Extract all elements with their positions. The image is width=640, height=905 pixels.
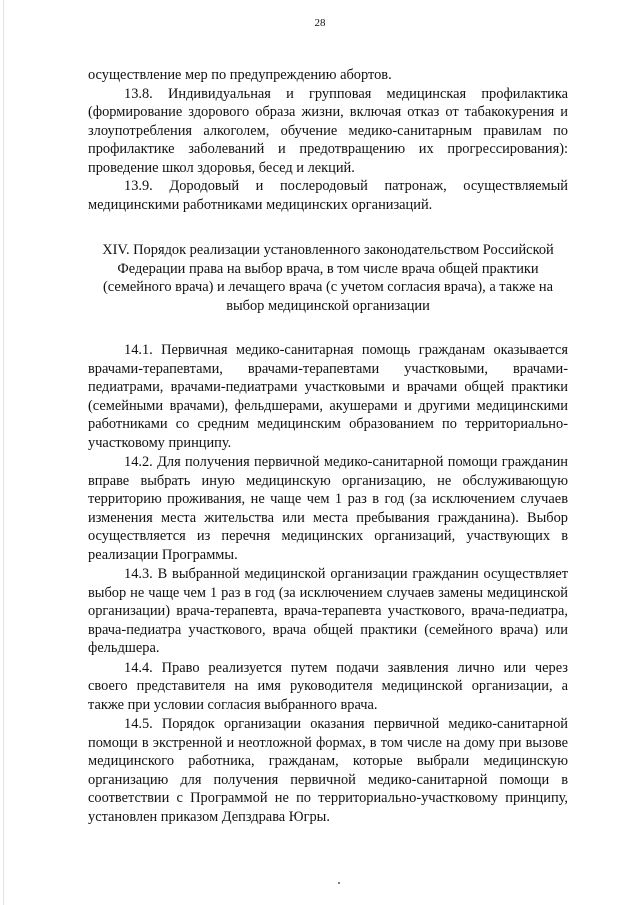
paragraph-14-5: 14.5. Порядок организации оказания первичной медико-санитарной помощи в экстренной и неотложной формах, в том числе на дому при вызове медицинского работника, гражданам, которые выбрали медицинскую организацию для получения первичной медико-санитарной помощи в соответствии с Программой не по территориально-участковому принципу, установлен приказом Депздрава Югры. <box>88 716 568 825</box>
scan-edge-line <box>3 0 4 905</box>
paragraph-abortion-prevention: осуществление мер по предупреждению абортов. <box>88 67 392 83</box>
section-heading-xiv: XIV. Порядок реализации установленного законодательством Российской Федерации права на выбор врача, в том числе врача общей практики (семейного врача) и лечащего врача (с учетом согласия врача), а также на выбор медицинской организации <box>102 242 554 314</box>
scan-speck <box>338 882 340 884</box>
paragraph-14-4: 14.4. Право реализуется путем подачи заявления лично или через своего представителя на имя руководителя медицинской организации, а также при условии согласия выбранного врача. <box>88 659 568 713</box>
paragraph-14-2: 14.2. Для получения первичной медико-санитарной помощи гражданин вправе выбрать иную медицинскую организацию, не обслуживающую территорию проживания, не чаще чем 1 раз в год (за исключением случаев изменения места жительства или места пребывания гражданина). Выбор осуществляется из перечня медицинских организаций, участвующих в реализации Программы. <box>88 454 568 563</box>
paragraph-13-8: 13.8. Индивидуальная и групповая медицинская профилактика (формирование здорового образа жизни, включая отказ от табакокурения и злоупотребления алкоголем, обучение медико-санитарным правилам по профилактике заболеваний и предотвращению их прогрессирования): проведение школ здоровья, бесед и лекций. <box>88 85 568 176</box>
document-body <box>88 66 568 826</box>
paragraph-14-3: 14.3. В выбранной медицинской организации гражданин осуществляет выбор не чаще чем 1 раз в год (за исключением случаев замены медицинской организации) врача-терапевта, врача-терапевта участкового, врача-педиатра, врача-педиатра участкового, врача общей практики (семейного врача) или фельдшера. <box>88 566 568 656</box>
section-xiv-body <box>88 341 568 826</box>
page-number: 28 <box>314 17 326 29</box>
paragraph-14-1: 14.1. Первичная медико-санитарная помощь гражданам оказывается врачами-терапевтами, врачами-терапевтами участковыми, врачами-педиатрами, врачами-педиатрами участковыми и врачами общей практики (семейными врачами), фельдшерами, акушерами и другими медицинскими работниками со средним медицинским образованием по территориально-участковому принципу. <box>88 342 568 451</box>
paragraph-13-9: 13.9. Дородовый и послеродовый патронаж, осуществляемый медицинскими работниками медицинских организаций. <box>88 178 568 213</box>
